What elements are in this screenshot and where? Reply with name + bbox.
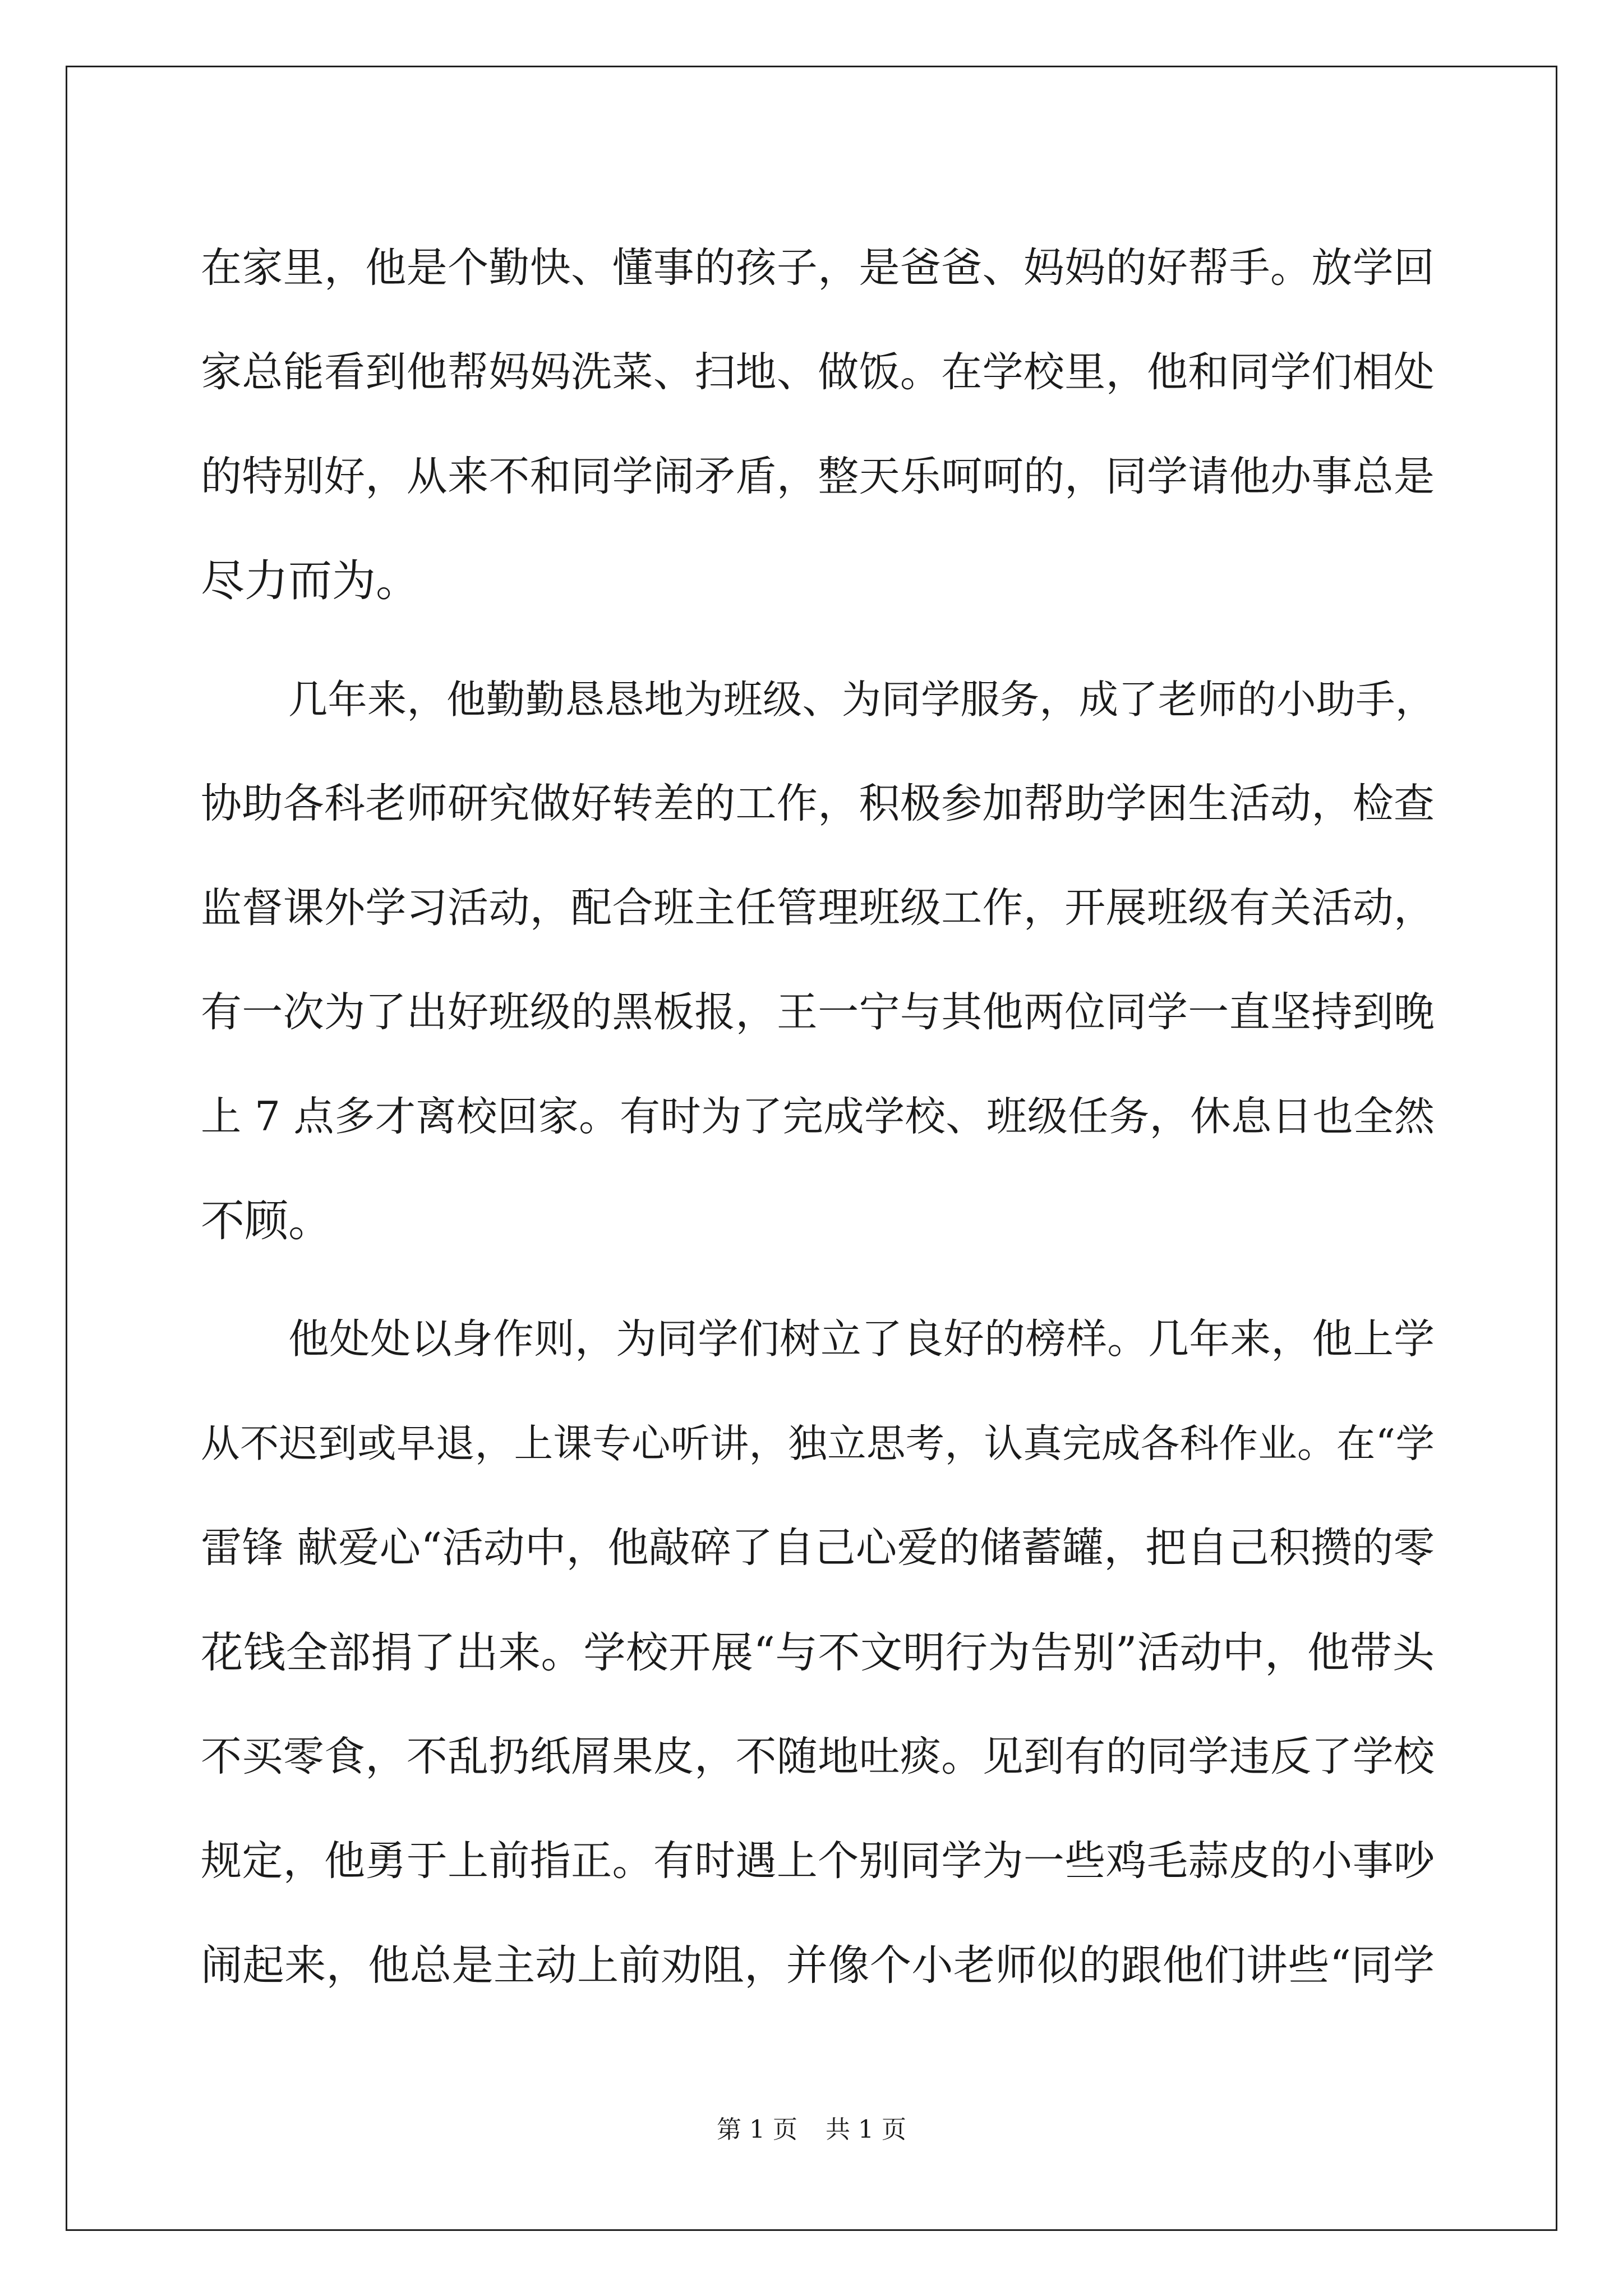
text-line: 有一次为了出好班级的黑板报，王一宁与其他两位同学一直坚持到晚 xyxy=(201,988,1435,1036)
text-line: 几年来，他勤勤恳恳地为班级、为同学服务，成了老师的小助手， xyxy=(288,677,1435,723)
text-line: 家总能看到他帮妈妈洗菜、扫地、做饭。在学校里，他和同学们相处 xyxy=(201,348,1435,396)
text-line: 尽力而为。 xyxy=(201,556,420,606)
text-line: 监督课外学习活动，配合班主任管理班级工作，开展班级有关活动， xyxy=(201,884,1435,932)
text-line: 不买零食，不乱扔纸屑果皮，不随地吐痰。见到有的同学违反了学校 xyxy=(201,1733,1435,1780)
paragraph-1 xyxy=(201,216,1435,633)
page-footer xyxy=(0,2109,1623,2145)
text-line: 闹起来，他总是主动上前劝阻，并像个小老师似的跟他们讲些“同学 xyxy=(201,1941,1435,1990)
document-body xyxy=(201,216,1435,2032)
page-total: 共 1 页 xyxy=(826,2115,906,2144)
text-line: 的特别好，从来不和同学闹矛盾，整天乐呵呵的，同学请他办事总是 xyxy=(201,453,1435,500)
text-line: 雷锋 献爱心“活动中，他敲碎了自己心爱的储蓄罐，把自己积攒的零 xyxy=(201,1524,1435,1572)
text-line: 在家里，他是个勤快、懂事的孩子，是爸爸、妈妈的好帮手。放学回 xyxy=(201,244,1435,292)
text-line: 花钱全部捐了出来。学校开展“与不文明行为告别”活动中，他带头 xyxy=(201,1628,1435,1677)
page-number: 第 1 页 xyxy=(717,2115,797,2144)
paragraph-2 xyxy=(201,647,1435,1273)
text-line: 不顾。 xyxy=(201,1196,333,1246)
text-line: 他处处以身作则，为同学们树立了良好的榜样。几年来，他上学 xyxy=(288,1316,1435,1363)
paragraph-3 xyxy=(201,1287,1435,2018)
text-line: 上 7 点多才离校回家。有时为了完成学校、班级任务，休息日也全然 xyxy=(201,1093,1435,1140)
text-line: 协助各科老师研究做好转差的工作，积极参加帮助学困生活动，检查 xyxy=(201,780,1435,827)
text-line: 从不迟到或早退，上课专心听讲，独立思考，认真完成各科作业。在“学 xyxy=(201,1421,1435,1466)
text-line: 规定，他勇于上前指正。有时遇上个别同学为一些鸡毛蒜皮的小事吵 xyxy=(201,1837,1435,1885)
